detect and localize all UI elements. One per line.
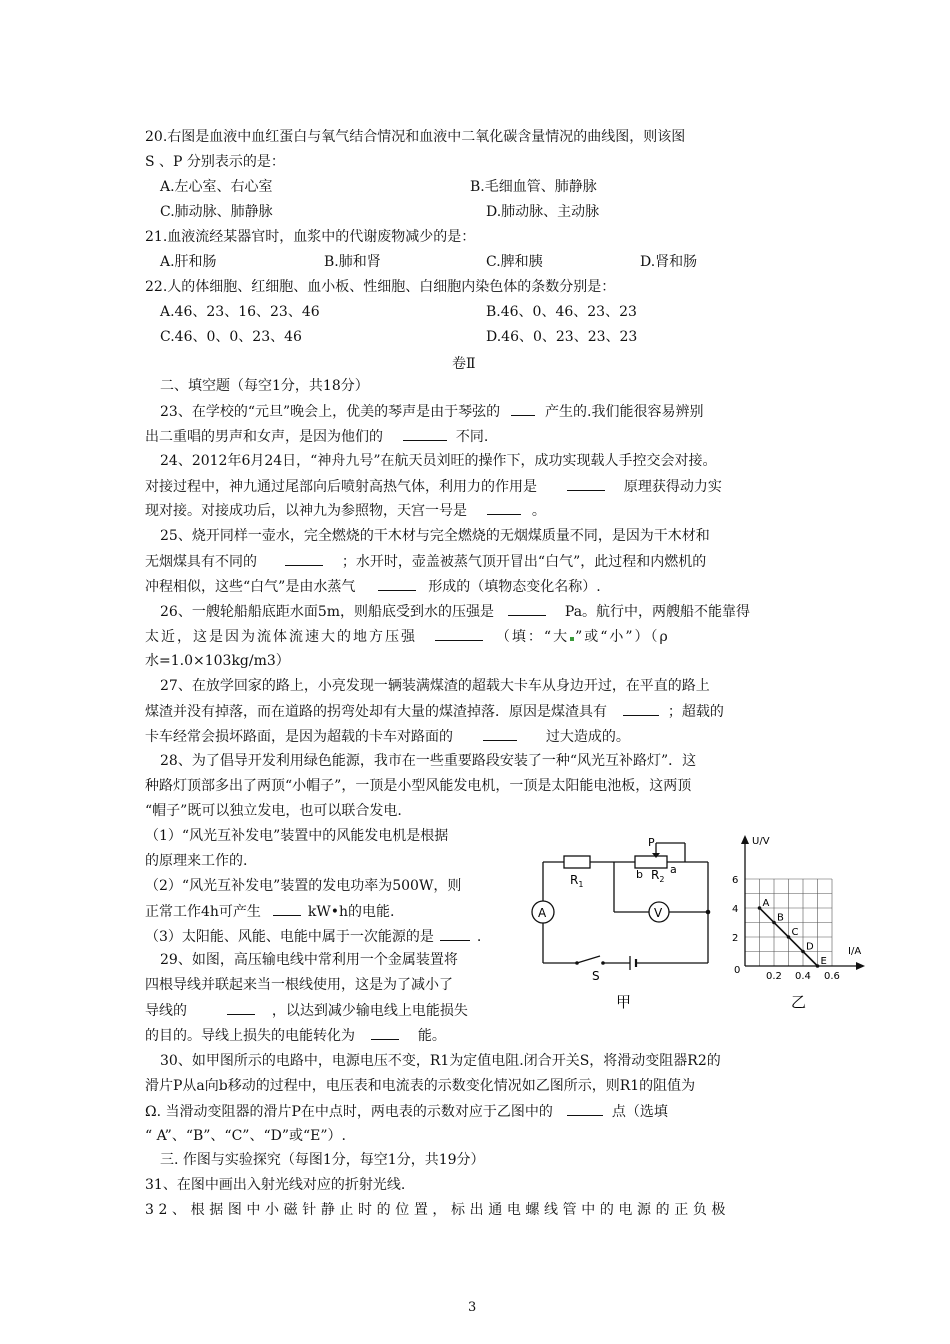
q30-line3 [145, 1102, 825, 1121]
q29-line4 [145, 1026, 825, 1045]
q27-text: 过大造成的。 [545, 729, 630, 745]
switch-label: S [592, 969, 600, 983]
q27-text: 煤渣并没有掉落，而在道路的拐弯处却有大量的煤渣掉落．原因是煤渣具有 [145, 704, 607, 720]
q25-text: ；水开时，壶盖被蒸气顶开冒出“白气”，此过程和内燃机的 [341, 554, 707, 570]
y-axis-arrow [741, 835, 749, 844]
q26-text: Pa。航行中，两艘船不能靠得 [564, 604, 751, 620]
answer-blank[interactable] [227, 1001, 255, 1015]
ammeter-label: A [538, 906, 547, 920]
q28-line2: 种路灯顶部多出了两顶“小帽子”，一顶是小型风能发电机，一顶是太阳能电池板，这两顶 [145, 778, 692, 794]
answer-blank[interactable] [371, 1026, 399, 1040]
q20-option-c: C.肺动脉、肺静脉 [160, 204, 273, 220]
q29-text: 的目的。导线上损失的电能转化为 [145, 1028, 355, 1044]
answer-blank[interactable] [378, 577, 416, 591]
q30-text: 点（选填 [611, 1104, 668, 1120]
green-dot-mark [570, 637, 574, 641]
r2-label: $R_2$ [651, 868, 665, 884]
data-point [758, 906, 762, 910]
switch-contact [601, 961, 605, 965]
u-i-graph [726, 832, 876, 1010]
answer-blank[interactable] [508, 602, 546, 616]
q23-line1 [160, 402, 840, 421]
q26-line3: 水=1.0×103kg/m3） [145, 653, 290, 669]
q31: 31、在图中画出入射光线对应的折射光线. [145, 1177, 406, 1193]
data-points [758, 898, 827, 968]
switch-contact [575, 961, 579, 965]
x-tick-label: 0.6 [824, 971, 840, 982]
junction-dot [706, 910, 711, 915]
q27-text: ；超载的 [667, 704, 724, 720]
q28-text: （3）太阳能、风能、电能中属于一次能源的是 [145, 929, 434, 945]
circuit-diagram [520, 832, 720, 1010]
q24-text: 原理获得动力实 [623, 479, 722, 495]
voltmeter-label: V [654, 906, 663, 920]
q28-sub1-line1: （1）“风光互补发电”装置中的风能发电机是根据 [145, 828, 449, 844]
q27-line1: 27、在放学回家的路上，小亮发现一辆装满煤渣的超载大卡车从身边开过，在平直的路上 [160, 678, 710, 694]
point-label: B [777, 912, 784, 924]
q26-text: 26、一艘轮船船底距水面5m，则船底受到水的压强是 [160, 604, 494, 620]
point-label: C [791, 927, 799, 938]
q27-line2 [145, 702, 825, 721]
q28-text: kW•h的电能. [307, 904, 395, 920]
q22-option-b: B.46、0、46、23、23 [486, 304, 637, 320]
q23-text: 不同. [455, 429, 489, 445]
section3-heading: 三. 作图与实验探究（每图1分，每空1分，共19分） [160, 1152, 485, 1168]
resistor-r1 [564, 856, 590, 868]
y-tick-label: 4 [732, 904, 739, 915]
q30-line1: 30、如甲图所示的电路中，电源电压不变，R1为定值电阻.闭合开关S，将滑动变阻器R2的 [160, 1053, 721, 1069]
q24-line1: 24、2012年6月24日，“神舟九号”在航天员刘旺的操作下，成功实现载人手控交会对接。 [160, 453, 717, 469]
q25-line2 [145, 552, 825, 571]
point-label: D [806, 941, 814, 953]
x-tick-label: 0.2 [766, 971, 782, 982]
q26-line2 [145, 627, 825, 646]
x-axis-arrow [856, 962, 865, 970]
q23-text: 23、在学校的“元旦”晚会上，优美的琴声是由于琴弦的 [160, 404, 501, 420]
q21-option-a: A.肝和肠 [160, 254, 217, 270]
q30-line2: 滑片P从a向b移动的过程中，电压表和电流表的示数变化情况如乙图所示，则R1的阻值为 [145, 1078, 696, 1094]
q24-line3 [145, 501, 825, 520]
q30-line4: “ A”、“B”、“C”、“D”或“E”）. [145, 1128, 346, 1144]
data-point [816, 964, 820, 968]
graph-caption: 乙 [791, 993, 807, 1010]
q29-line2: 四根导线并联起来当一根线使用，这是为了减小了 [145, 977, 453, 993]
q26-line1 [160, 602, 840, 621]
q23-line2 [145, 427, 825, 446]
q26-text: （填：“大 [495, 629, 570, 645]
x-axis-label: I/A [848, 946, 862, 957]
q24-line2 [145, 477, 825, 496]
q25-text: 冲程相似，这些“白气”是由水蒸气 [145, 579, 356, 595]
q22-option-c: C.46、0、0、23、46 [160, 329, 302, 345]
data-point [801, 950, 805, 954]
resistor-r2 [635, 856, 667, 868]
q29-line1: 29、如图，高压输电线中常利用一个金属装置将 [160, 952, 458, 968]
q25-line3 [145, 577, 825, 596]
q22-option-d: D.46、0、23、23、23 [486, 329, 638, 345]
q28-line1: 28、为了倡导开发利用绿色能源，我市在一些重要路段安装了一种“风光互补路灯”．这 [160, 753, 697, 769]
q21-option-b: B.肺和肾 [324, 254, 381, 270]
q26-text: 太近，这是因为流体流速大的地方压强 [145, 629, 417, 645]
q24-text: 。 [531, 503, 546, 519]
end-a-label: a [670, 863, 677, 876]
q27-line3 [145, 727, 825, 746]
origin-label: 0 [734, 965, 741, 976]
q29-text: 导线的 [145, 1003, 187, 1019]
q25-line1: 25、烧开同样一壶水，完全燃烧的干木材与完全燃烧的无烟煤质量不同，是因为干木材和 [160, 528, 710, 544]
q20-stem-line1: 20.右图是血液中血红蛋白与氧气结合情况和血液中二氧化碳含量情况的曲线图，则该图 [145, 129, 686, 145]
q24-text: 对接过程中，神九通过尾部向后喷射高热气体，利用力的作用是 [145, 479, 537, 495]
q26-text: ”或“小”）（ρ [575, 629, 670, 645]
x-tick-label: 0.4 [795, 971, 811, 982]
q27-text: 卡车经常会损坏路面，是因为超载的卡车对路面的 [145, 729, 453, 745]
q24-text: 现对接。对接成功后，以神九为参照物，天宫一号是 [145, 503, 467, 519]
q29-text: 能。 [417, 1028, 446, 1044]
q25-text: 形成的（填物态变化名称）. [428, 579, 601, 595]
answer-blank[interactable] [285, 552, 323, 566]
slider-label: P [648, 836, 655, 849]
q28-text: 正常工作4h可产生 [145, 904, 261, 920]
q28-line3: “帽子”既可以独立发电，也可以联合发电. [145, 803, 402, 819]
volume-heading: 卷Ⅱ [452, 356, 476, 372]
q21-stem: 21.血液流经某器官时，血浆中的代谢废物减少的是： [145, 229, 476, 245]
answer-blank[interactable] [567, 477, 605, 491]
q21-option-c: C.脾和胰 [486, 254, 543, 270]
point-label: A [762, 898, 770, 909]
q25-text: 无烟煤具有不同的 [145, 554, 257, 570]
circuit-caption: 甲 [616, 993, 632, 1010]
y-tick-label: 2 [732, 933, 739, 944]
q28-sub3 [145, 927, 825, 946]
q22-option-a: A.46、23、16、23、46 [160, 304, 320, 320]
page-number: 3 [468, 1300, 477, 1315]
graph-grid [745, 879, 832, 966]
q20-option-d: D.肺动脉、主动脉 [486, 204, 600, 220]
q23-text: 出二重唱的男声和女声，是因为他们的 [145, 429, 383, 445]
answer-blank[interactable] [435, 627, 483, 641]
q32: 32、根据图中小磁针静止时的位置，标出通电螺线管中的电源的正负极 [145, 1202, 731, 1218]
q28-sub1-line2: 的原理来工作的. [145, 853, 248, 869]
r1-label: $R_1$ [570, 873, 584, 889]
q20-stem-line2: S 、P 分别表示的是： [145, 154, 285, 170]
answer-blank[interactable] [487, 501, 521, 515]
q20-option-b: B.毛细血管、肺静脉 [470, 179, 597, 195]
point-label: E [820, 956, 827, 967]
q20-option-a: A.左心室、右心室 [160, 179, 273, 195]
answer-blank[interactable] [403, 427, 447, 441]
q21-option-d: D.肾和肠 [640, 254, 698, 270]
data-point [787, 935, 791, 939]
end-b-label: b [636, 868, 643, 881]
answer-blank[interactable] [440, 927, 470, 941]
y-axis-label: U/V [752, 836, 770, 847]
q29-text: ，以达到减少输电线上电能损失 [271, 1003, 468, 1019]
q30-text: Ω. 当滑动变阻器的滑片P在中点时，两电表的示数对应于乙图中的 [145, 1104, 553, 1120]
q22-stem: 22.人的体细胞、红细胞、血小板、性细胞、白细胞内染色体的条数分别是： [145, 279, 616, 295]
q29-line3 [145, 1001, 825, 1020]
answer-blank[interactable] [511, 402, 535, 416]
q28-text: . [476, 929, 482, 945]
answer-blank[interactable] [273, 902, 301, 916]
answer-blank[interactable] [483, 727, 517, 741]
answer-blank[interactable] [567, 1102, 603, 1116]
answer-blank[interactable] [623, 702, 659, 716]
section2-heading: 二、填空题（每空1分，共18分） [160, 378, 369, 394]
q23-text: 产生的.我们能很容易辨别 [545, 404, 704, 420]
data-point [772, 921, 776, 925]
q28-sub2-line2 [145, 902, 825, 921]
q28-sub2-line1: （2）“风光互补发电”装置的发电功率为500W，则 [145, 878, 462, 894]
y-tick-label: 6 [732, 875, 739, 886]
